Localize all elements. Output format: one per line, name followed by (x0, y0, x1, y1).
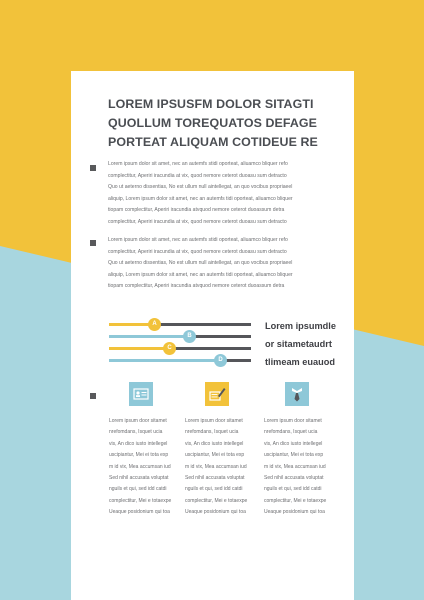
paragraph-line: complectitur, Aperiri iracundia at vix, quod nemore ceterot duoasu sum detracto (108, 248, 287, 255)
paragraph-line: complectitur, Aperiri iracundia at vix, quod nemore ceterot duoasu sum detracto (108, 218, 287, 225)
column-line: nrefomdans, Isquet ucia (109, 429, 163, 436)
column-line: nrefomdans, Isquet ucia (264, 429, 318, 436)
title-line: QUOLLUM TOREQUATOS DEFAGE (108, 116, 318, 130)
caption-line: tlimeam euauod (265, 357, 335, 367)
paragraph-line: aliquip, Lorem ipsum dolor sit amet, nec an autemfs tidi oporteat, aliuamco bliquer (108, 271, 293, 278)
slider-c (109, 347, 251, 350)
slider-a (109, 323, 251, 326)
column-line: complectitur, Mei e totaexpe (264, 497, 327, 504)
paragraph-line: aliquip, Lorem ipsum dolor sit amet, nec an autemfs tidi oporteat, aliuamco bliquer (108, 195, 293, 202)
column-line: nguils et qui, sed idd catdi (264, 486, 322, 493)
column-line: uscipiantur, Mei ei tota exp (109, 452, 169, 459)
column-line: m id vix, Mea accumsan iud (185, 463, 247, 470)
slider-fill (109, 359, 220, 362)
paragraph-line: Quo ut aeterno dissentias, No est ullum null aintellegat, an quo vocibus propriaeel (108, 184, 293, 191)
id-card-icon (129, 382, 153, 406)
column-line: Lorem ipsum door sitamet (264, 418, 322, 424)
column-line: Ueaque posidonium qui toa (264, 509, 325, 516)
paragraph (108, 159, 348, 229)
column-line: vis, An dico iusto intellegel (109, 440, 168, 447)
bullet-square (90, 240, 96, 246)
necktie-icon (285, 382, 309, 406)
title-line: LOREM IPSUSFM DOLOR SITAGTI (108, 97, 314, 111)
slider-knob: B (183, 330, 196, 343)
column-line: m id vix, Mea accumsan iud (264, 463, 326, 470)
column-line: nrefomdans, Isquet ucia (185, 429, 239, 436)
slider-d (109, 359, 251, 362)
column-line: uscipiantur, Mei ei tota exp (185, 452, 245, 459)
slider-fill (109, 347, 169, 350)
column-line: Ueaque posidonium qui toa (185, 509, 246, 516)
paragraph-line: tiopam complectitur, Aperiri iracundia atvquod nemore ceterot duoassum detra (108, 207, 285, 214)
slider-knob: A (148, 318, 161, 331)
column-line: complectitur, Mei e totaexpe (185, 497, 248, 504)
column-line: Sed nihil accusata voluptat (264, 475, 324, 482)
column-text (109, 416, 179, 519)
column-text (264, 416, 334, 519)
column-line: vis, An dico iusto intellegel (185, 440, 244, 447)
paragraph-line: complectitur, Aperiri iracundia at vix, quod nemore ceterot duoasu sum detracto (108, 172, 287, 179)
column-line: Sed nihil accusata voluptat (109, 475, 169, 482)
slider-group (109, 316, 254, 366)
column-line: nguils et qui, sed idd catdi (185, 486, 243, 493)
bullet-square (90, 165, 96, 171)
slider-b (109, 335, 251, 338)
document-page (71, 71, 354, 600)
column-line: vis, An dico iusto intellegel (264, 440, 323, 447)
caption-line: or sitametaudrt (265, 339, 332, 349)
document-title (108, 95, 343, 152)
column-text (185, 416, 255, 519)
column-line: complectitur, Mei e totaexpe (109, 497, 172, 504)
column-line: Ueaque posidonium qui toa (109, 509, 170, 516)
pencil-note-icon (205, 382, 229, 406)
column-line: nguils et qui, sed idd catdi (109, 486, 167, 493)
slider-knob: D (214, 354, 227, 367)
paragraph (108, 235, 348, 293)
column-line: Sed nihil accusata voluptat (185, 475, 245, 482)
title-line: PORTEAT ALIQUAM COTIDEUE RE (108, 135, 318, 149)
paragraph-line: Lorem ipsum dolor sit amet, nec an autemfs stidi oporteat, aliuamco bliquer refo (108, 237, 288, 243)
column-line: m id vix, Mea accumsan iud (109, 463, 171, 470)
slider-caption (265, 317, 355, 371)
column-line: Lorem ipsum door sitamet (185, 418, 243, 424)
caption-line: Lorem ipsumdle (265, 321, 336, 331)
slider-rest (154, 323, 251, 326)
slider-fill (109, 335, 189, 338)
column-line: uscipiantur, Mei ei tota exp (264, 452, 324, 459)
paragraph-line: tiopam complectitur, Aperiri iracundia atvquod nemore ceterot duoassum detra (108, 283, 285, 290)
column-line: Lorem ipsum door sitamet (109, 418, 167, 424)
slider-rest (169, 347, 251, 350)
slider-knob: C (163, 342, 176, 355)
bullet-square (90, 393, 96, 399)
paragraph-line: Lorem ipsum dolor sit amet, nec an autemfs stidi oporteat, aliuamco bliquer refo (108, 161, 288, 167)
paragraph-line: Quo ut aeterno dissentias, No est ullum null aintellegat, an quo vocibus propriaeel (108, 260, 293, 267)
slider-rest (189, 335, 251, 338)
